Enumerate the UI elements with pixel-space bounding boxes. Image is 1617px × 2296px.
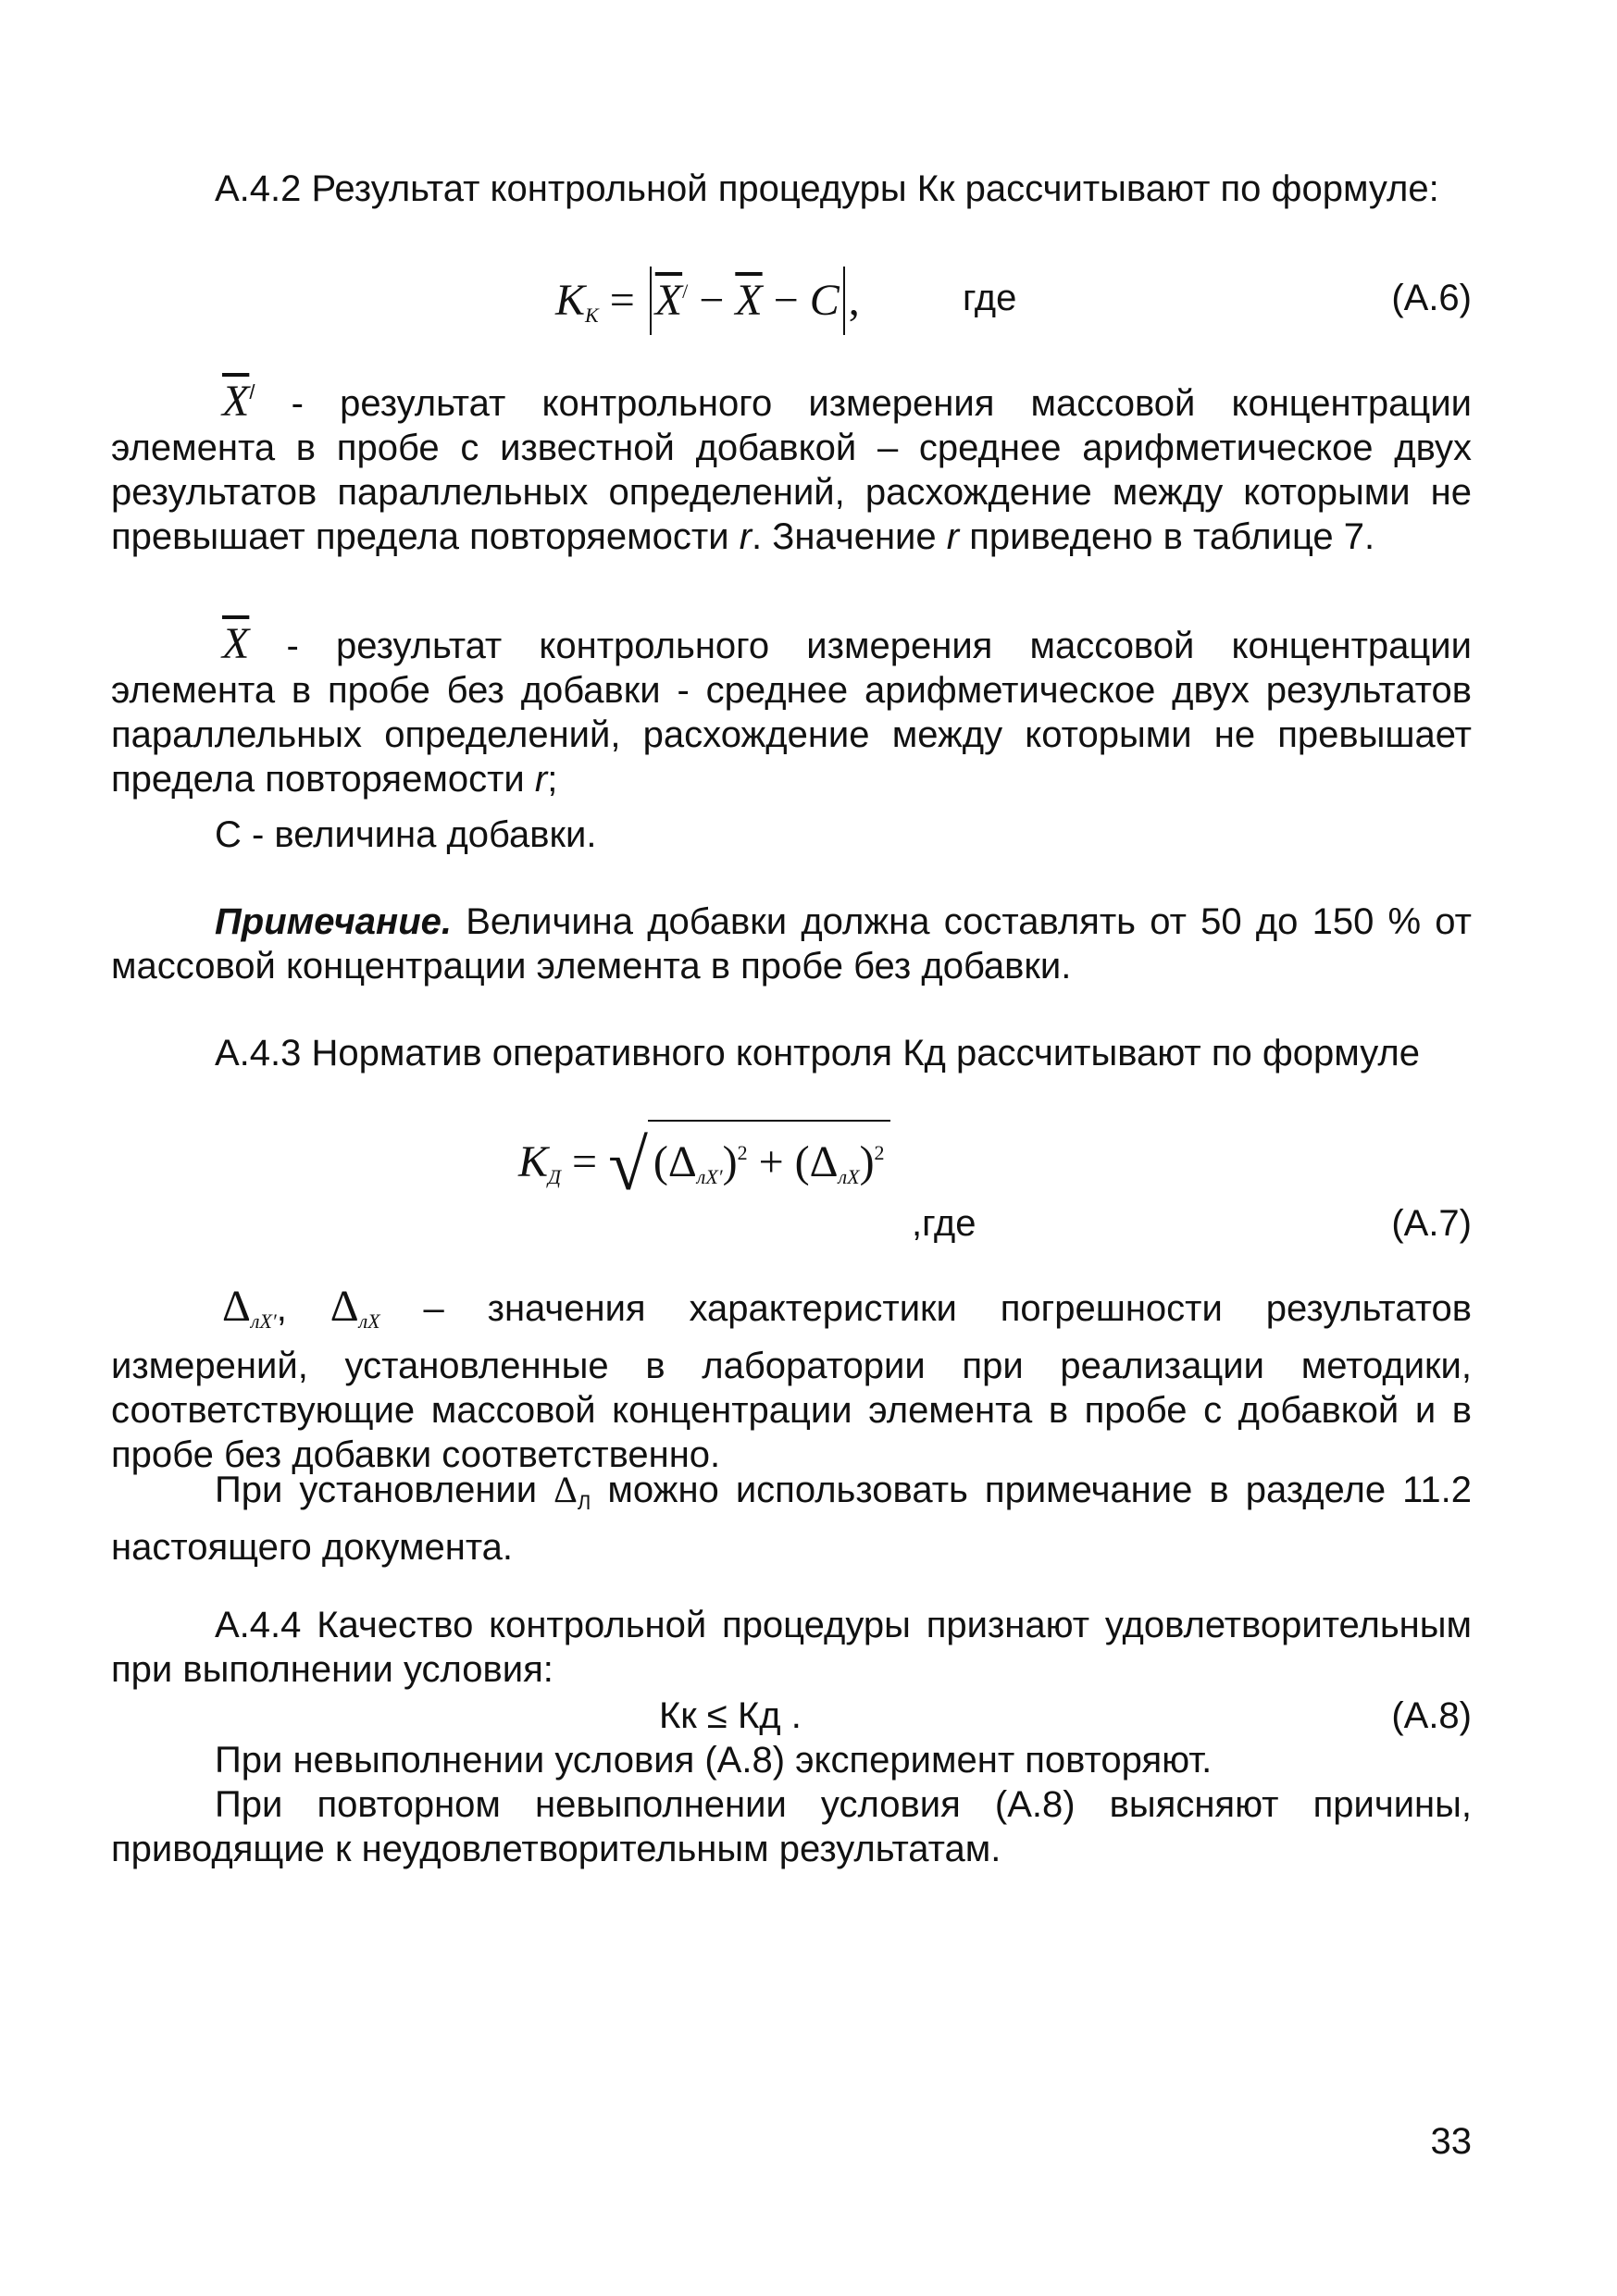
definition-x: $\overline{X}$ - результат контрольного измерения массовой концентрации элемента в пробе без добавки - среднее арифметическое двух результатов параллельных определений, расхождение между которыми не превышает предела повторяемости r; [111,619,1472,800]
page-number: 33 [1430,2121,1472,2162]
eq-number-a6: (А.6) [1391,278,1472,318]
note: Примечание. Величина добавки должна составлять от 50 до 150 % от массовой концентрации элемента в пробе без добавки. [111,901,1472,987]
paragraph-fail-2: При повторном невыполнении условия (А.8) выясняют причины, приводящие к неудовлетворительным результатам. [111,1784,1472,1869]
definition-deltas: $\Delta_{лX'}$, $\Delta_{лX}$ – значения характеристики погрешности результатов измерений, установленные в лаборатории при реализации методики, соответствующие массовой концентрации элемента в пробе с добавкой и в пробе без добавки соответственно. [111,1282,1472,1475]
where-label-a7: ,где [912,1203,976,1244]
formula-a7: $K_Д$ = √ $(\Delta_{лX'})^2 + (\Delta_{лX})^2$ [518,1120,890,1199]
where-label-a6: где [963,278,1017,318]
condition-a8: Кк ≤ Кд . [659,1695,802,1736]
eq-number-a8: (А.8) [1391,1695,1472,1736]
paragraph-delta-l: При установлении $\Delta_Л$ можно использовать примечание в разделе 11.2 настоящего документа. [111,1469,1472,1568]
paragraph-a43: А.4.3 Норматив оперативного контроля Кд рассчитывают по формуле [215,1033,1420,1074]
eq-number-a7: (А.7) [1391,1203,1472,1244]
paragraph-a44: А.4.4 Качество контрольной процедуры признают удовлетворительным при выполнении условия: [111,1605,1472,1690]
definition-x-prime: $\overline{X}^/$ - результат контрольного измерения массовой концентрации элемента в пробе с известной добавкой – среднее арифметическое двух результатов параллельных определений, расхождение между которыми не превышает предела повторяемости r. Значение r приведено в таблице 7. [111,377,1473,557]
formula-a6: $K_K = \overline{X}^/ - \overline{X} - C$ , [555,267,860,338]
definition-c: С - величина добавки. [215,814,597,855]
paragraph-a42: А.4.2 Результат контрольной процедуры Кк рассчитывают по формуле: [215,168,1439,209]
paragraph-fail-1: При невыполнении условия (А.8) эксперимент повторяют. [215,1740,1213,1781]
